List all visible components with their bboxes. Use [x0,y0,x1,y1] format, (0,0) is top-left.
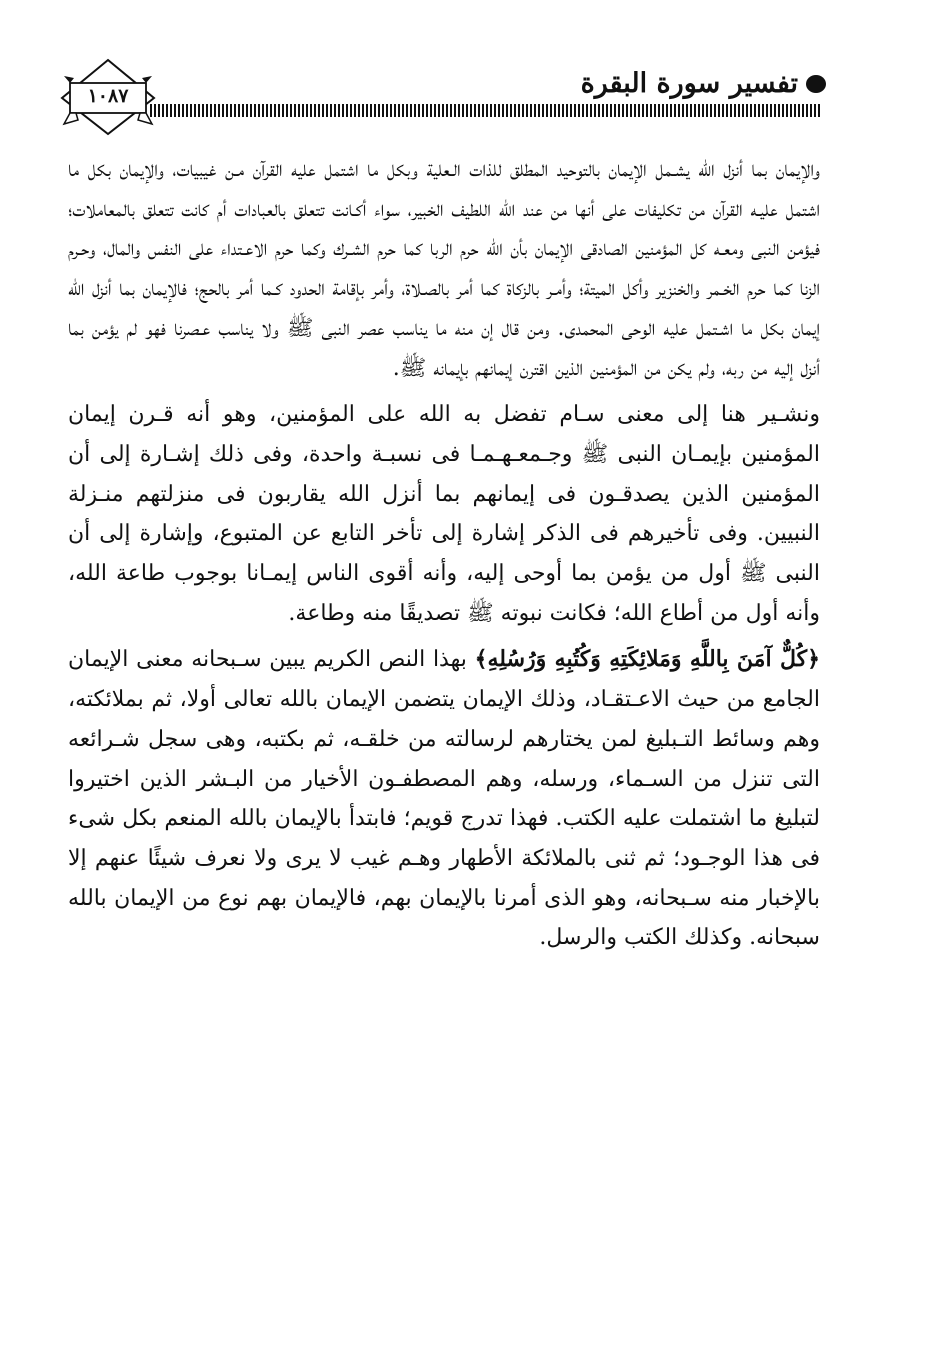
header-rule [150,104,822,117]
chapter-title: تفسير سورة البقرة [580,68,798,99]
page-number: ١٠٨٧ [87,85,129,107]
running-header [581,68,828,99]
paragraph-1: والإيمان بما أنزل الله يشـمل الإيمان بالتوحيد المطلق للذات الـعلية وبكل ما اشتمل عليه القرآن مـن غيبيات، والإيمان بكل ما اشتمل عليـه القرآن من تكليفات على أنها من عند الله اللطيف الخبير، سواء أكـانت تتعلق بالعبادات أم كانت تتعلق بالمعاملات؛ فيؤمن النبى ومعـه كل المؤمنين الصادقى الإيمان بأن الله حرم الربا كما حرم الشـرك وكما حرم الاعـتداء على النفس والمال، وحـرم الزنا كما حرم الخـمر والخنزير وأكل الميتة؛ وأمـر بالزكاة كما أمر بالصـلاة، وأمر بإقامة الحدود كـما أمر بالحج؛ فالإيمان بما أنزل الله إيمان بكل ما اشـتمل عليه الوحى المحمدى. ومن قال إن منه ما يناسب عصر النبى ﷺ ولا يناسب عـصرنا فهو لم يؤمن بما أنزل إليه من ربه، ولم يكن من المؤمنين الذين اقترن إيمانهم بإيمانه ﷺ. [68,157,820,381]
paragraph-2: ونشـير هنا إلى معنى سـام تفضل به الله على المؤمنين، وهو أنه قـرن إيمان المؤمنين بإيمـان النبى ﷺ وجـمعـهـمـا فى نسبـة واحدة، وفى ذلك إشـارة إلى أن المؤمنين الذين يصدقـون فى إيمانهم بما أنزل الله يقاربون فى منزلتهم منـزلة النبيين. وفى تأخيرهم فى الذكر إشارة إلى تأخر التابع عن المتبوع، وإشارة إلى أن النبى ﷺ أول من يؤمن بما أوحى إليه، وأنه أقوى الناس إيمـانا بوجوب طاعة الله، وأنه أول من أطاع الله؛ فكانت نبوته ﷺ تصديقًا منه وطاعة. [68,402,820,626]
paragraph-3 [68,640,820,958]
paragraph-3-text: بهذا النص الكريم يبين سـبحانه معنى الإيمان الجامع من حيث الاعـتقـاد، وذلك الإيمان يتضمن الإيمان بالله تعالى أولا، ثم بملائكته، وهم وسائط التـبليغ لمن يختارهم لرسالته من خلقـه، ثم بكتبه، وهى سجل شـرائعه التى تنزل من السـماء، ورسله، وهم المصطفـون الأخيار من البـشر الذين اختيروا لتبليغ ما اشتملت عليه الكتب. فهذا تدرج قويم؛ فابتدأ بالإيمان بالله المنعم بكل شىء فى هذا الوجـود؛ ثم ثنى بالملائكة الأطهار وهـم غيب لا يرى ولا نعرف شيئًا عنهم إلا بالإخبار منه سـبحانه، وهو الذى أمرنا بالإيمان بهم، فالإيمان بهم نوع من الإيمان بالله سبحانه. وكذلك الكتب والرسل. [68,647,820,951]
ornament-icon [804,73,828,95]
body-text [68,150,820,958]
quran-verse: ﴿كُلٌّ آمَنَ بِاللَّهِ وَمَلائِكَتِهِ وَكُتُبِهِ وَرُسُلِهِ﴾ [474,646,821,673]
